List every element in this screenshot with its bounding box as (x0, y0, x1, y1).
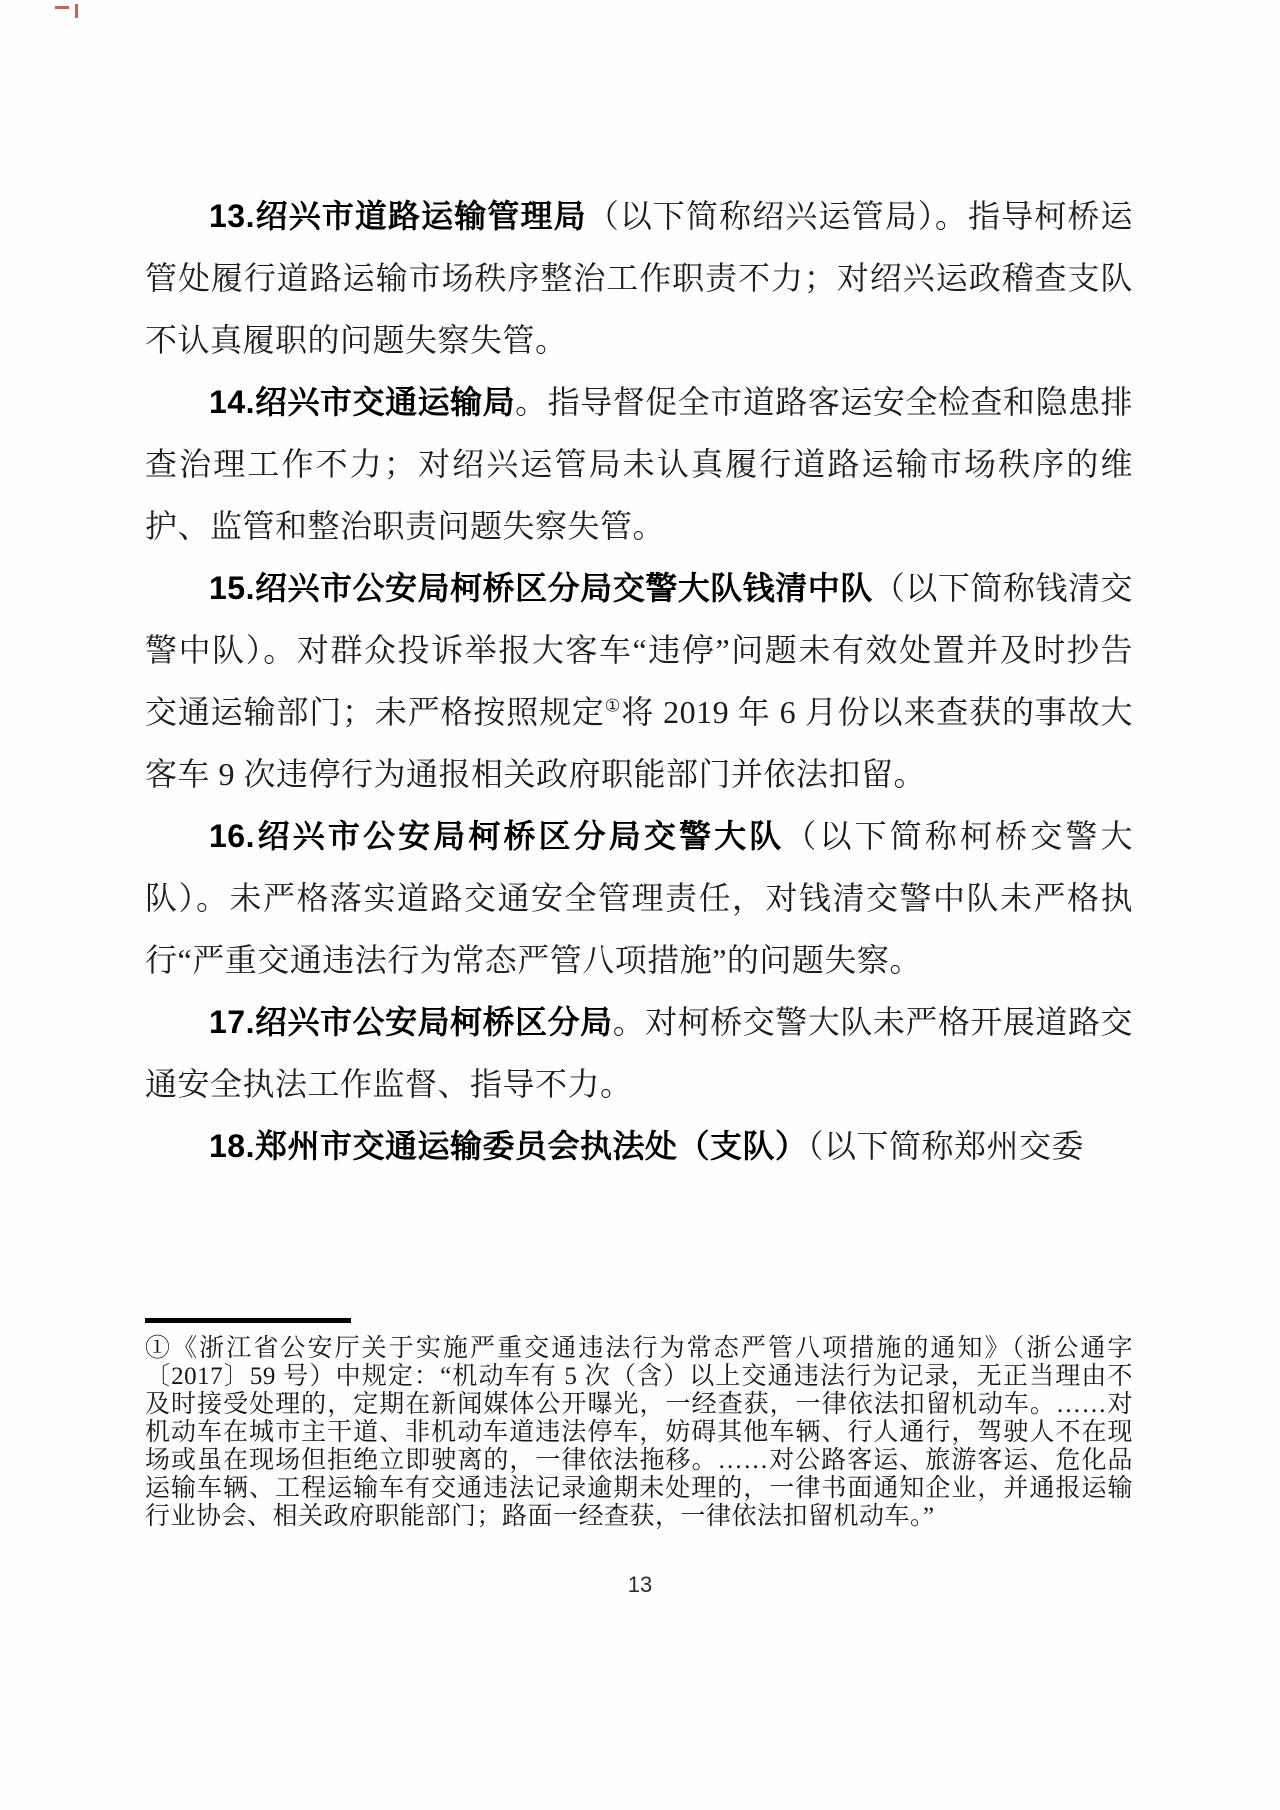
paragraph-heading-segment: 15.绍兴市公安局柯桥区分局交警大队钱清中队 (209, 570, 873, 606)
paragraph (145, 557, 1133, 805)
paragraph (145, 185, 1133, 371)
page-number: 13 (627, 1572, 653, 1597)
paragraph (145, 1115, 1133, 1177)
footnote-text: ①《浙江省公安厅关于实施严重交通违法行为常态严管八项措施的通知》（浙公通字〔2017〕59 号）中规定：“机动车有 5 次（含）以上交通违法行为记录，无正当理由不及时接受处理的，定期在新闻媒体公开曝光，一经查获，一律依法扣留机动车。……对机动车在城市主干道、非机动车道违法停车，妨碍其他车辆、行人通行，驾驶人不在现场或虽在现场但拒绝立即驶离的，一律依法拖移。……对公路客运、旅游客运、危化品运输车辆、工程运输车有交通违法记录逾期未处理的，一律书面通知企业，并通报运输行业协会、相关政府职能部门；路面一经查获，一律依法扣留机动车。” (145, 1335, 1133, 1530)
paragraph-heading-segment: 14.绍兴市交通运输局 (209, 384, 516, 420)
paragraph-text-segment: （以下简称郑州交委 (807, 1128, 1085, 1164)
paragraph-text-segment: 。指导督促全市道路客运安全检查和隐患排查治理工作不力；对绍兴运管局未认真履行道路运输市场秩序的维护、监管和整治职责问题失察失管。 (145, 384, 1133, 544)
paragraph-heading-segment: 17.绍兴市公安局柯桥区分局 (209, 1004, 613, 1040)
document-body (145, 185, 1133, 1177)
paragraph (145, 991, 1133, 1115)
paragraph-text-segment: 将 2019 年 6 月份以来查获的事故大客车 9 次违停行为通报相关政府职能部门并依法扣留。 (145, 694, 1133, 792)
red-scan-artifact (55, 4, 89, 24)
paragraph-text-segment: （以下简称钱清交警中队）。对群众投诉举报大客车“违停”问题未有效处置并及时抄告交通运输部门；未严格按照规定 (145, 570, 1133, 730)
footnote-reference-mark: ① (604, 695, 622, 716)
footnote-area (145, 1318, 1133, 1531)
red-scan-stroke (55, 6, 69, 9)
paragraph-text-segment: （以下简称柯桥交警大队）。未严格落实道路交通安全管理责任，对钱清交警中队未严格执行“严重交通违法行为常态严管八项措施”的问题失察。 (145, 818, 1133, 978)
paragraph-heading-segment: 13.绍兴市道路运输管理局 (209, 198, 587, 234)
paragraph (145, 371, 1133, 557)
paragraph (145, 805, 1133, 991)
paragraph-text-segment: （以下简称绍兴运管局）。指导柯桥运管处履行道路运输市场秩序整治工作职责不力；对绍兴运政稽查支队不认真履职的问题失察失管。 (145, 198, 1133, 358)
paragraph-heading-segment: 16.绍兴市公安局柯桥区分局交警大队 (209, 818, 785, 854)
paragraph-text-segment: 。对柯桥交警大队未严格开展道路交通安全执法工作监督、指导不力。 (145, 1004, 1133, 1102)
red-scan-stroke (75, 4, 78, 18)
paragraph-heading-segment: 18.郑州市交通运输委员会执法处（支队） (209, 1128, 808, 1164)
footnote-separator-line (145, 1318, 351, 1323)
